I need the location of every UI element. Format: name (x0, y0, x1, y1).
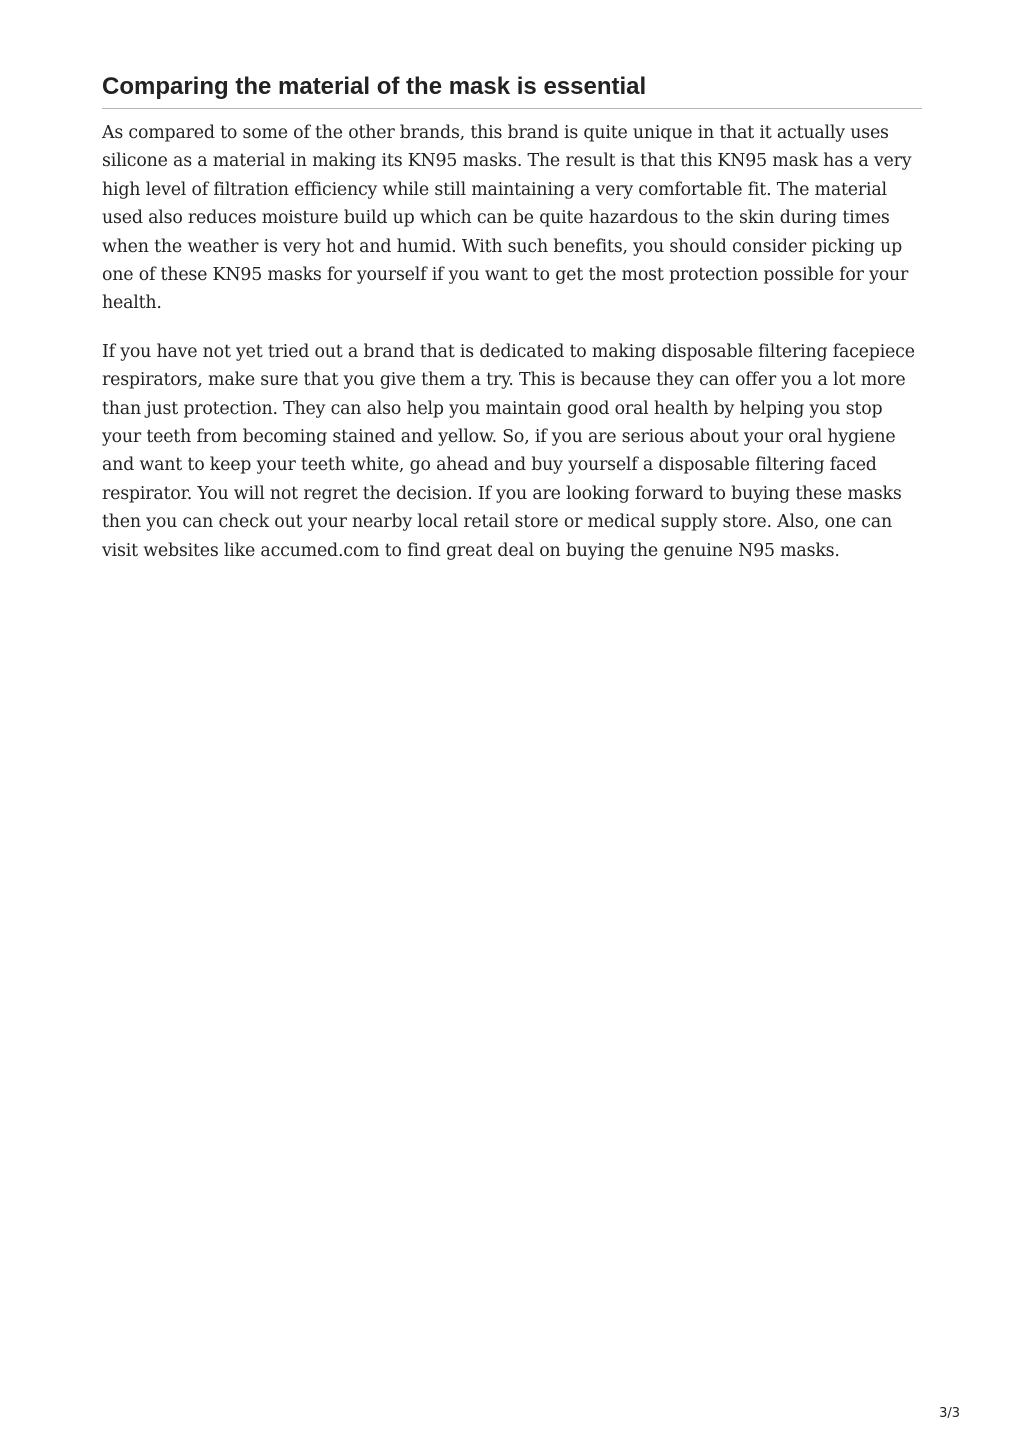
paragraph: If you have not yet tried out a brand that is dedicated to making disposable filtering facepiece respirators, make sure that you give them a try. This is because they can offer you a lot more than just protection. They can also help you maintain good oral health by helping you stop your teeth from becoming stained and yellow. So, if you are serious about your oral hygiene and want to keep your teeth white, go ahead and buy yourself a disposable filtering faced respirator. You will not regret the decision. If you are looking forward to buying these masks then you can check out your nearby local retail store or medical supply store. Also, one can visit websites like accumed.com to find great deal on buying the genuine N95 masks. (102, 341, 915, 561)
paragraph: As compared to some of the other brands, this brand is quite unique in that it actually uses silicone as a material in making its KN95 masks. The result is that this KN95 mask has a very high level of filtration efficiency while still maintaining a very comfortable fit. The material used also reduces moisture build up which can be quite hazardous to the skin during times when the weather is very hot and humid. With such benefits, you should consider picking up one of these KN95 masks for yourself if you want to get the most protection possible for your health. (102, 123, 912, 314)
page-number: 3/3 (939, 1406, 960, 1421)
section-heading: Comparing the material of the mask is essential (102, 70, 922, 109)
article (102, 70, 922, 565)
